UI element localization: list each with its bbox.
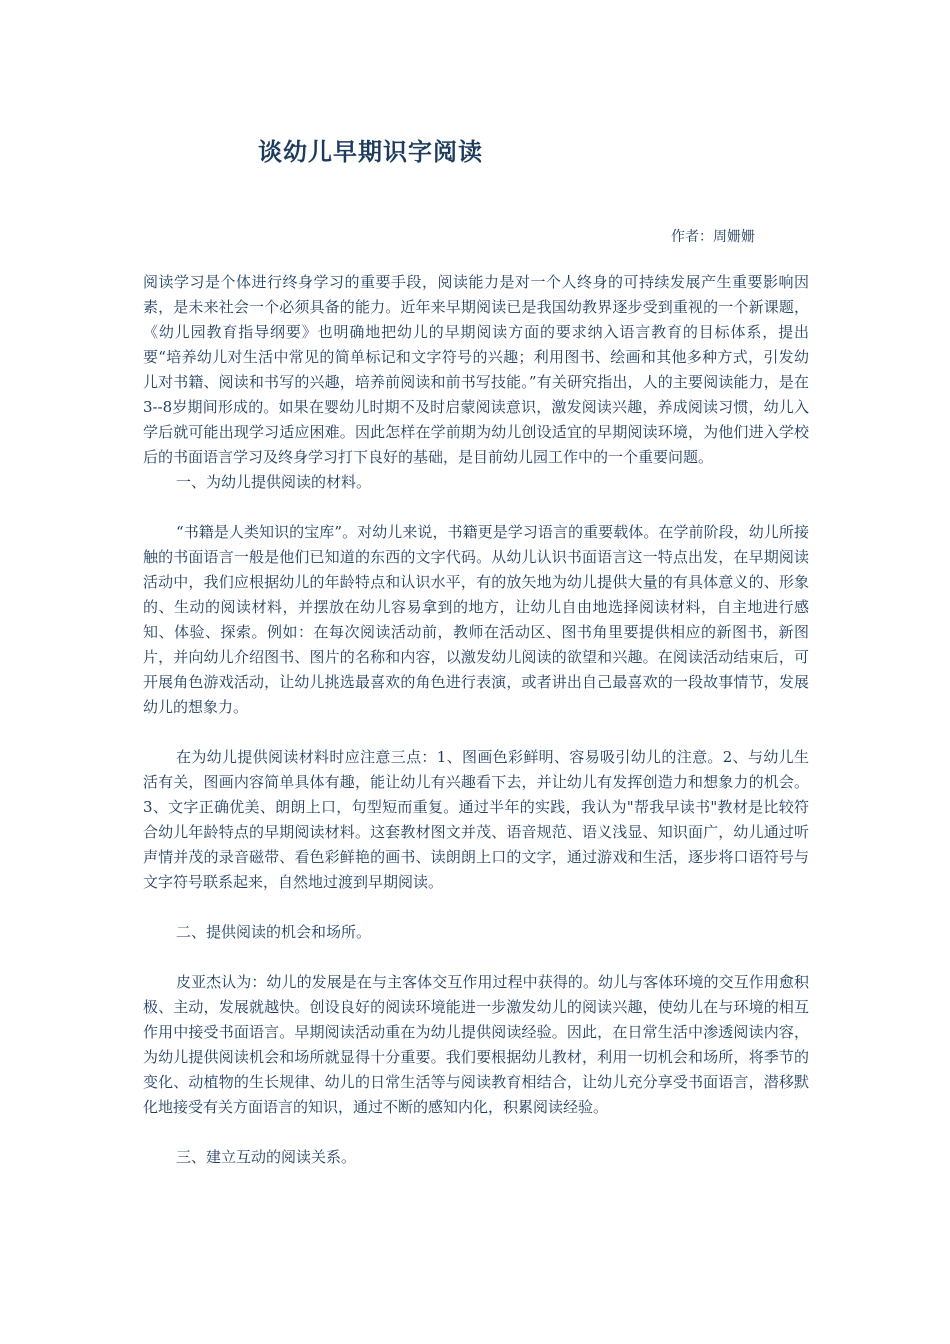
section-heading-3: 三、建立互动的阅读关系。: [176, 1148, 357, 1166]
section-heading-2: 二、提供阅读的机会和场所。: [176, 923, 372, 941]
paragraph-materials: “书籍是人类知识的宝库”。对幼儿来说，书籍更是学习语言的重要载体。在学前阶段，幼儿所接触的书面语言一般是他们已知道的东西的文字代码。从幼儿认识书面语言这一特点出发，在早期阅读活动中，我们应根据幼儿的年龄特点和认识水平，有的放矢地为幼儿提供大量的有具体意义的、形象的、生动的阅读材料，并摆放在幼儿容易拿到的地方，让幼儿自由地选择阅读材料，自主地进行感知、体验、探索。例如：在每次阅读活动前，教师在活动区、图书角里要提供相应的新图书，新图片，并向幼儿介绍图书、图片的名称和内容，以激发幼儿阅读的欲望和兴趣。在阅读活动结束后，可开展角色游戏活动，让幼儿挑选最喜欢的角色进行表演，或者讲出自己最喜欢的一段故事情节，发展幼儿的想象力。: [143, 523, 809, 716]
paragraph-opportunities: 皮亚杰认为：幼儿的发展是在与主客体交互作用过程中获得的。幼儿与客体环境的交互作用愈积极、主动，发展就越快。创设良好的阅读环境能进一步激发幼儿的阅读兴趣，使幼儿在与环境的相互作用中接受书面语言。早期阅读活动重在为幼儿提供阅读经验。因此，在日常生活中渗透阅读内容，为幼儿提供阅读机会和场所就显得十分重要。我们要根据幼儿教材，利用一切机会和场所，将季节的变化、动植物的生长规律、幼儿的日常生活等与阅读教育相结合，让幼儿充分享受书面语言，潜移默化地接受有关方面语言的知识，通过不断的感知内化，积累阅读经验。: [143, 973, 809, 1116]
paragraph-materials-notes: 在为幼儿提供阅读材料时应注意三点：1、图画色彩鲜明、容易吸引幼儿的注意。2、与幼儿生活有关，图画内容简单具体有趣，能让幼儿有兴趣看下去，并让幼儿有发挥创造力和想象力的机会。3、文字正确优美、朗朗上口，句型短而重复。通过半年的实践，我认为"帮我早读书"教材是比较符合幼儿年龄特点的早期阅读材料。这套教材图文并茂、语音规范、语义浅显、知识面广，幼儿通过听声情并茂的录音磁带、看色彩鲜艳的画书、读朗朗上口的文字，通过游戏和生活，逐步将口语符号与文字符号联系起来，自然地过渡到早期阅读。: [143, 748, 809, 891]
paragraph-intro: 阅读学习是个体进行终身学习的重要手段，阅读能力是对一个人终身的可持续发展产生重要影响因素，是未来社会一个必须具备的能力。近年来早期阅读已是我国幼教界逐步受到重视的一个新课题，《幼儿园教育指导纲要》也明确地把幼儿的早期阅读方面的要求纳入语言教育的目标体系，提出要“培养幼儿对生活中常见的简单标记和文字符号的兴趣；利用图书、绘画和其他多种方式，引发幼儿对书籍、阅读和书写的兴趣，培养前阅读和前书写技能。”有关研究指出，人的主要阅读能力，是在3--8岁期间形成的。如果在婴幼儿时期不及时启蒙阅读意识，激发阅读兴趣，养成阅读习惯，幼儿入学后就可能出现学习适应困难。因此怎样在学前期为幼儿创设适宜的早期阅读环境，为他们进入学校后的书面语言学习及终身学习打下良好的基础，是目前幼儿园工作中的一个重要问题。: [143, 273, 809, 466]
document-title: 谈幼儿早期识字阅读: [258, 138, 483, 166]
document-author: 作者：周姗姗: [671, 229, 755, 245]
section-heading-1: 一、为幼儿提供阅读的材料。: [176, 473, 372, 491]
document-body: [143, 270, 809, 1170]
